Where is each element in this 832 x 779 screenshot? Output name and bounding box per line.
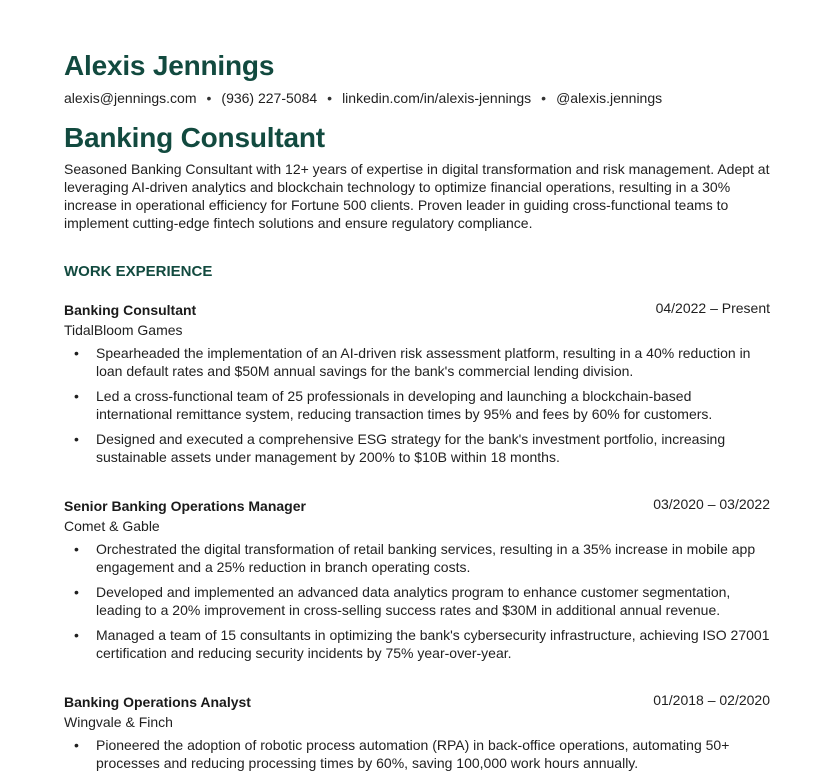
contact-linkedin[interactable]: linkedin.com/in/alexis-jennings [342,90,532,106]
professional-summary: Seasoned Banking Consultant with 12+ years of expertise in digital transformation and risk management. Adept at leveraging AI-driven analytics and blockchain technology to optimize financial operations, resulting in a 30% increase in operational efficiency for Fortune 500 clients. Proven leader in guiding cross-functional teams to implement cutting-edge fintech solutions and ensure regulatory compliance. [64,161,770,231]
job-dates: 04/2022 – Present [655,300,770,316]
job-entry [64,300,770,466]
job-company: Comet & Gable [64,518,160,534]
job-entry [64,496,770,662]
job-bullets [64,736,770,772]
job-bullet: • Designed and executed a comprehensive ESG strategy for the bank's investment portfolio, increasing sustainable assets under management by 200% to $10B within 18 months. [64,430,770,466]
job-bullet: • Orchestrated the digital transformation of retail banking services, resulting in a 35% increase in mobile app engagement and a 25% reduction in branch operating costs. [64,540,770,576]
contact-handle[interactable]: @alexis.jennings [556,90,663,106]
job-header [64,300,770,320]
job-bullets [64,540,770,662]
contact-separator: • [541,90,547,106]
job-title: Banking Operations Analyst [64,694,251,710]
job-header [64,496,770,516]
job-bullet: • Led a cross-functional team of 25 professionals in developing and launching a blockchain-based international remittance system, reducing transaction times by 95% and fees by 60% for customers. [64,387,770,423]
job-dates: 01/2018 – 02/2020 [653,692,770,708]
resume-content [64,48,770,779]
work-experience-heading: WORK EXPERIENCE [64,263,213,280]
job-dates: 03/2020 – 03/2022 [653,496,770,512]
contact-email[interactable]: alexis@jennings.com [64,90,197,106]
contact-separator: • [206,90,212,106]
contact-phone[interactable]: (936) 227-5084 [221,90,318,106]
job-company: Wingvale & Finch [64,714,173,730]
job-bullet: • Spearheaded the implementation of an AI-driven risk assessment platform, resulting in a 40% reduction in loan default rates and $50M annual savings for the bank's commercial lending division. [64,344,770,380]
contact-separator: • [327,90,333,106]
professional-headline: Banking Consultant [64,122,325,153]
job-header [64,692,770,712]
job-title: Banking Consultant [64,302,197,318]
job-bullet: • Developed and implemented an advanced data analytics program to enhance customer segmentation, leading to a 20% improvement in cross-selling success rates and $30M in additional annual revenue. [64,583,770,619]
job-title: Senior Banking Operations Manager [64,498,306,514]
job-bullet: • Managed a team of 15 consultants in optimizing the bank's cybersecurity infrastructure, achieving ISO 27001 certification and reducing security incidents by 75% year-over-year. [64,626,770,662]
job-bullet: • Pioneered the adoption of robotic process automation (RPA) in back-office operations, automating 50+ processes and reducing processing times by 60%, saving 100,000 work hours annually. [64,736,770,772]
contact-line [64,88,770,108]
job-bullets [64,344,770,466]
job-company: TidalBloom Games [64,322,183,338]
job-entry [64,692,770,772]
candidate-name: Alexis Jennings [64,50,275,81]
